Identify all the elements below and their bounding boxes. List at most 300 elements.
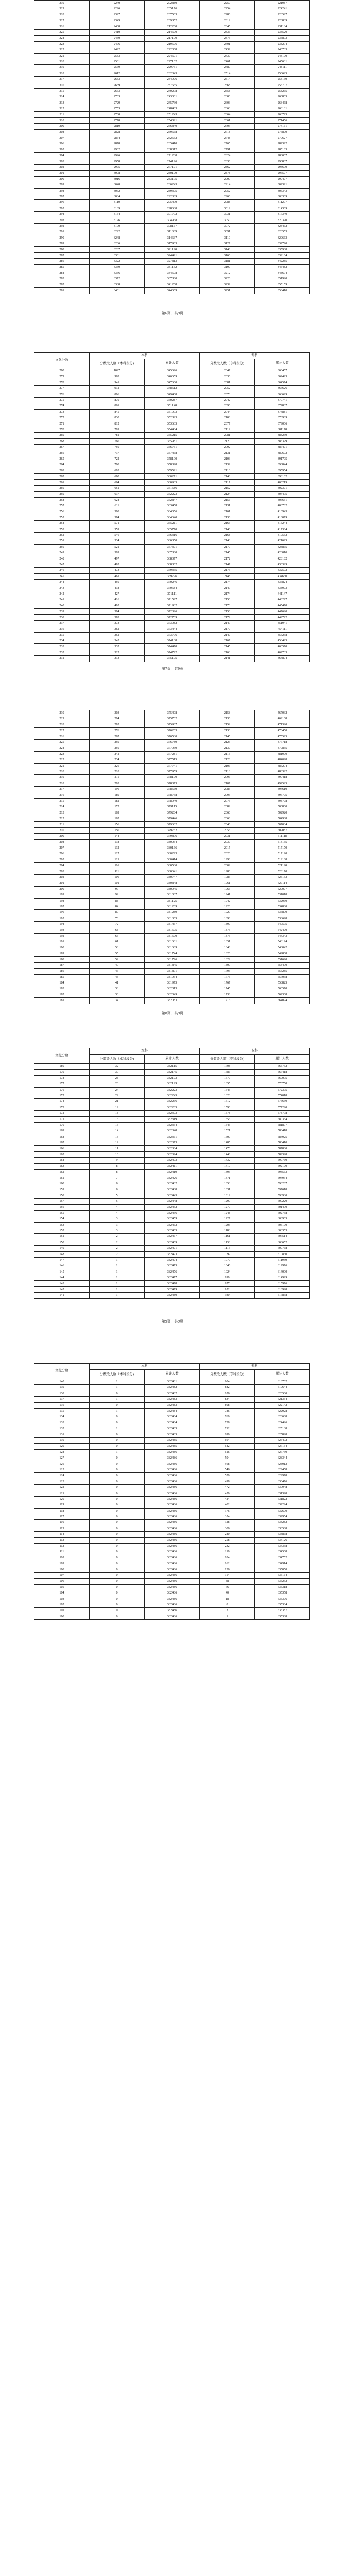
- cell-undergrad-cumulative: 377281: [145, 751, 200, 757]
- cell-undergrad-count: 0: [90, 1602, 145, 1607]
- table-row: [34, 1479, 310, 1484]
- cell-vocational-cumulative: 486204: [255, 763, 310, 769]
- cell-score: 156: [34, 1205, 90, 1210]
- cell-vocational-cumulative: 445470: [255, 603, 310, 608]
- cell-undergrad-count: 941: [90, 380, 145, 385]
- cell-score: 144: [34, 1275, 90, 1281]
- score-table: [34, 1363, 310, 1620]
- table-row: [34, 1128, 310, 1134]
- cell-undergrad-cumulative: 283195: [145, 176, 200, 182]
- cell-vocational-cumulative: 260865: [255, 94, 310, 100]
- cell-score: 300: [34, 176, 90, 182]
- table-row: [34, 65, 310, 71]
- cell-vocational-cumulative: 498778: [255, 798, 310, 804]
- table-row: [34, 1105, 310, 1110]
- cell-vocational-cumulative: 551690: [255, 957, 310, 962]
- cell-vocational-cumulative: 477718: [255, 739, 310, 745]
- table-row: [34, 1602, 310, 1607]
- table-row: [34, 235, 310, 241]
- header-vocational: 专科: [200, 1364, 310, 1370]
- cell-vocational-count: 2373: [200, 36, 255, 41]
- cell-undergrad-cumulative: 205176: [145, 6, 200, 12]
- cell-score: 126: [34, 1461, 90, 1467]
- cell-vocational-cumulative: 339104: [255, 252, 310, 258]
- cell-vocational-count: 354: [200, 1514, 255, 1519]
- cell-vocational-count: 1116: [200, 1246, 255, 1251]
- cell-undergrad-count: 41: [90, 980, 145, 986]
- cell-score: 254: [34, 521, 90, 527]
- cell-vocational-cumulative: 602738: [255, 1210, 310, 1216]
- cell-score: 170: [34, 1122, 90, 1128]
- cell-vocational-cumulative: 226527: [255, 12, 310, 18]
- cell-vocational-cumulative: 614999: [255, 1275, 310, 1281]
- table-row: [34, 129, 310, 135]
- cell-undergrad-cumulative: 382478: [145, 1281, 200, 1286]
- cell-undergrad-cumulative: 363458: [145, 503, 200, 509]
- cell-vocational-count: 1623: [200, 1093, 255, 1098]
- cell-undergrad-cumulative: 371111: [145, 591, 200, 597]
- cell-undergrad-cumulative: 265410: [145, 141, 200, 147]
- cell-undergrad-cumulative: 347600: [145, 380, 200, 385]
- cell-vocational-count: 40: [200, 1590, 255, 1596]
- table-row: [34, 609, 310, 615]
- cell-undergrad-cumulative: 365211: [145, 521, 200, 527]
- table-row: [34, 945, 310, 951]
- cell-vocational-count: 2862: [200, 164, 255, 170]
- table-row: [34, 1146, 310, 1151]
- table-row: [34, 438, 310, 444]
- cell-undergrad-count: 65: [90, 933, 145, 939]
- cell-vocational-count: 2120: [200, 438, 255, 444]
- cell-undergrad-count: 0: [90, 1572, 145, 1578]
- cell-vocational-count: 882: [200, 1385, 255, 1391]
- cell-vocational-cumulative: 617858: [255, 1293, 310, 1298]
- cell-undergrad-count: 4: [90, 1210, 145, 1216]
- score-table: [34, 710, 310, 1004]
- cell-undergrad-count: 1027: [90, 368, 145, 374]
- cell-vocational-cumulative: 238294: [255, 41, 310, 47]
- cell-score: 248: [34, 556, 90, 562]
- cell-undergrad-cumulative: 371932: [145, 603, 200, 608]
- cell-vocational-count: 1822: [200, 957, 255, 962]
- cell-undergrad-count: 2663: [90, 88, 145, 94]
- cell-undergrad-cumulative: 240298: [145, 88, 200, 94]
- cell-score: 264: [34, 462, 90, 468]
- cell-undergrad-cumulative: 382465: [145, 1228, 200, 1233]
- cell-score: 183: [34, 986, 90, 992]
- cell-vocational-count: 450: [200, 1490, 255, 1496]
- cell-score: 188: [34, 957, 90, 962]
- cell-vocational-count: 2900: [200, 176, 255, 182]
- cell-vocational-count: 2174: [200, 580, 255, 585]
- cell-undergrad-count: 3339: [90, 264, 145, 270]
- table-row: [34, 24, 310, 29]
- table-row: [34, 922, 310, 927]
- table-row: [34, 568, 310, 573]
- cell-vocational-count: 977: [200, 1281, 255, 1286]
- cell-undergrad-cumulative: 354434: [145, 427, 200, 432]
- cell-undergrad-cumulative: 254021: [145, 117, 200, 123]
- cell-score: 202: [34, 874, 90, 880]
- cell-vocational-count: 1941: [200, 892, 255, 898]
- cell-vocational-count: 1826: [200, 951, 255, 957]
- cell-score: 101: [34, 1608, 90, 1614]
- page-footer: 第6页，共9页: [162, 311, 183, 315]
- cell-vocational-count: 1556: [200, 1116, 255, 1122]
- cell-undergrad-cumulative: 271238: [145, 153, 200, 159]
- cell-vocational-count: 1851: [200, 939, 255, 945]
- cell-undergrad-count: 6: [90, 1181, 145, 1187]
- cell-undergrad-count: 106: [90, 874, 145, 880]
- cell-vocational-count: 952: [200, 1286, 255, 1292]
- cell-undergrad-cumulative: 382373: [145, 1140, 200, 1146]
- table-row: [34, 1473, 310, 1479]
- cell-score: 128: [34, 1449, 90, 1455]
- cell-undergrad-count: 0: [90, 1455, 145, 1461]
- cell-score: 285: [34, 264, 90, 270]
- cell-score: 290: [34, 235, 90, 241]
- cell-undergrad-cumulative: 381289: [145, 910, 200, 916]
- table-row: [34, 223, 310, 229]
- cell-score: 276: [34, 392, 90, 397]
- cell-undergrad-count: 211: [90, 775, 145, 781]
- cell-vocational-count: 2830: [200, 159, 255, 164]
- header-cumulative-vocational: 累计人数: [255, 1055, 310, 1064]
- cell-vocational-cumulative: 603965: [255, 1216, 310, 1222]
- cell-score: 218: [34, 781, 90, 786]
- cell-vocational-count: 2168: [200, 532, 255, 538]
- cell-undergrad-cumulative: 367371: [145, 544, 200, 550]
- cell-undergrad-cumulative: 382483: [145, 1397, 200, 1402]
- cell-score: 233: [34, 644, 90, 650]
- cell-vocational-cumulative: 494610: [255, 787, 310, 792]
- cell-score: 256: [34, 509, 90, 515]
- cell-score: 160: [34, 1181, 90, 1187]
- cell-vocational-cumulative: 274161: [255, 124, 310, 129]
- cell-undergrad-cumulative: 378373: [145, 781, 200, 786]
- cell-score: 319: [34, 65, 90, 71]
- cell-vocational-cumulative: 317340: [255, 212, 310, 217]
- cell-vocational-count: 2136: [200, 515, 255, 520]
- cell-vocational-count: 2514: [200, 71, 255, 76]
- cell-vocational-count: 2145: [200, 734, 255, 739]
- cell-vocational-cumulative: 608652: [255, 1240, 310, 1245]
- cell-vocational-cumulative: 532960: [255, 898, 310, 904]
- cell-score: 213: [34, 810, 90, 816]
- cell-vocational-cumulative: 635318: [255, 1584, 310, 1590]
- cell-undergrad-cumulative: 380414: [145, 857, 200, 862]
- cell-undergrad-count: 294: [90, 716, 145, 722]
- cell-undergrad-count: 322: [90, 650, 145, 655]
- table-row: [34, 147, 310, 152]
- table-row: [34, 845, 310, 851]
- cell-vocational-cumulative: 581897: [255, 1122, 310, 1128]
- cell-undergrad-cumulative: 321190: [145, 247, 200, 252]
- cell-vocational-cumulative: 358410: [255, 288, 310, 294]
- cell-score: 200: [34, 886, 90, 892]
- cell-undergrad-count: 0: [90, 1614, 145, 1619]
- table-row: [34, 492, 310, 497]
- cell-undergrad-cumulative: 367880: [145, 550, 200, 556]
- table-row: [34, 580, 310, 585]
- cell-vocational-count: 280: [200, 1532, 255, 1537]
- cell-vocational-cumulative: 626492: [255, 1437, 310, 1443]
- cell-undergrad-count: 2819: [90, 124, 145, 129]
- cell-undergrad-cumulative: 352823: [145, 415, 200, 421]
- cell-score: 267: [34, 445, 90, 450]
- cell-undergrad-count: 383: [90, 615, 145, 620]
- cell-score: 309: [34, 124, 90, 129]
- cell-undergrad-count: 3008: [90, 171, 145, 176]
- cell-score: 308: [34, 129, 90, 135]
- cell-undergrad-cumulative: 382486: [145, 1555, 200, 1561]
- cell-vocational-cumulative: 293699: [255, 164, 310, 170]
- cell-vocational-count: 88: [200, 1579, 255, 1584]
- cell-undergrad-count: 0: [90, 1590, 145, 1596]
- cell-undergrad-count: 26: [90, 1081, 145, 1087]
- cell-vocational-cumulative: 432502: [255, 568, 310, 573]
- cell-undergrad-count: 14: [90, 1128, 145, 1134]
- cell-score: 114: [34, 1532, 90, 1537]
- cell-vocational-cumulative: 389602: [255, 450, 310, 456]
- cell-undergrad-count: 0: [90, 1537, 145, 1543]
- table-row: [34, 36, 310, 41]
- cell-vocational-cumulative: 413079: [255, 515, 310, 520]
- cell-undergrad-count: 1: [90, 1379, 145, 1385]
- cell-undergrad-cumulative: 377741: [145, 763, 200, 769]
- table-row: [34, 527, 310, 532]
- table-row: [34, 751, 310, 757]
- cell-vocational-cumulative: 496705: [255, 792, 310, 798]
- cell-vocational-cumulative: 421695: [255, 538, 310, 544]
- cell-score: 206: [34, 851, 90, 857]
- cell-score: 220: [34, 769, 90, 774]
- cell-vocational-cumulative: 379066: [255, 421, 310, 427]
- header-cumulative-undergrad: 累计人数: [145, 359, 200, 368]
- table-row: [34, 798, 310, 804]
- cell-score: 326: [34, 24, 90, 29]
- cell-score: 227: [34, 728, 90, 734]
- cell-vocational-cumulative: 479855: [255, 745, 310, 751]
- cell-vocational-cumulative: 419552: [255, 532, 310, 538]
- cell-vocational-cumulative: 631822: [255, 1496, 310, 1502]
- cell-vocational-count: 2110: [200, 468, 255, 473]
- table-row: [34, 1590, 310, 1596]
- cell-undergrad-count: 2703: [90, 94, 145, 100]
- cell-vocational-count: 2437: [200, 53, 255, 59]
- cell-vocational-cumulative: 615976: [255, 1281, 310, 1286]
- cell-vocational-cumulative: 577220: [255, 1105, 310, 1110]
- cell-score: 135: [34, 1408, 90, 1414]
- table-row: [34, 1087, 310, 1093]
- cell-vocational-count: 2073: [200, 798, 255, 804]
- table-row: [34, 769, 310, 774]
- cell-score: 121: [34, 1490, 90, 1496]
- cell-undergrad-count: 342: [90, 638, 145, 643]
- cell-vocational-count: 2148: [200, 474, 255, 480]
- cell-undergrad-count: 1: [90, 1408, 145, 1414]
- table-row: [34, 1246, 310, 1251]
- cell-vocational-count: 2765: [200, 141, 255, 147]
- cell-score: 136: [34, 1402, 90, 1408]
- table-row: [34, 82, 310, 88]
- table-row: [34, 206, 310, 211]
- cell-score: 186: [34, 969, 90, 974]
- cell-undergrad-cumulative: 374792: [145, 650, 200, 655]
- cell-score: 280: [34, 368, 90, 374]
- table-row: [34, 1240, 310, 1245]
- header-cumulative-undergrad: 累计人数: [145, 1370, 200, 1379]
- cell-vocational-count: 2077: [200, 421, 255, 427]
- cell-undergrad-cumulative: 382452: [145, 1205, 200, 1210]
- cell-vocational-cumulative: 430329: [255, 562, 310, 567]
- cell-vocational-cumulative: 402371: [255, 485, 310, 491]
- cell-undergrad-cumulative: 379284: [145, 810, 200, 816]
- cell-vocational-cumulative: 565732: [255, 1064, 310, 1070]
- document-page: [0, 1030, 345, 1346]
- cell-undergrad-cumulative: 382303: [145, 1111, 200, 1116]
- table-row: [34, 1561, 310, 1567]
- cell-vocational-cumulative: 572395: [255, 1087, 310, 1093]
- cell-undergrad-count: 3266: [90, 241, 145, 247]
- table-row: [34, 728, 310, 734]
- document-page: [0, 0, 345, 334]
- cell-vocational-count: 162: [200, 1561, 255, 1567]
- cell-undergrad-count: 1: [90, 1449, 145, 1455]
- cell-vocational-count: 808: [200, 1402, 255, 1408]
- table-row: [34, 874, 310, 880]
- cell-undergrad-cumulative: 382456: [145, 1210, 200, 1216]
- cell-score: 138: [34, 1391, 90, 1396]
- cell-undergrad-cumulative: 382484: [145, 1420, 200, 1426]
- table-row: [34, 12, 310, 18]
- cell-vocational-count: 402: [200, 1502, 255, 1508]
- cell-undergrad-count: 18: [90, 1111, 145, 1116]
- table-row: [34, 1187, 310, 1193]
- cell-undergrad-count: 13: [90, 1134, 145, 1140]
- cell-undergrad-cumulative: 381125: [145, 898, 200, 904]
- cell-vocational-count: 2081: [200, 433, 255, 438]
- table-row: [34, 1508, 310, 1514]
- cell-vocational-cumulative: 348694: [255, 270, 310, 276]
- cell-undergrad-count: 0: [90, 1437, 145, 1443]
- cell-score: 245: [34, 573, 90, 579]
- table-row: [34, 509, 310, 515]
- cell-score: 311: [34, 112, 90, 117]
- cell-undergrad-cumulative: 382083: [145, 998, 200, 1004]
- cell-vocational-cumulative: 623688: [255, 1414, 310, 1420]
- cell-score: 279: [34, 374, 90, 380]
- cell-vocational-count: 2600: [200, 94, 255, 100]
- cell-vocational-count: 904: [200, 1379, 255, 1385]
- cell-undergrad-cumulative: 382486: [145, 1496, 200, 1502]
- cell-vocational-cumulative: 542470: [255, 927, 310, 933]
- cell-undergrad-count: 2659: [90, 82, 145, 88]
- cell-undergrad-cumulative: 380293: [145, 851, 200, 857]
- cell-score: 327: [34, 18, 90, 24]
- table-header: [34, 353, 310, 368]
- cell-undergrad-cumulative: 382145: [145, 1070, 200, 1075]
- cell-vocational-count: 2286: [200, 12, 255, 18]
- cell-vocational-cumulative: 271456: [255, 117, 310, 123]
- cell-undergrad-cumulative: 350287: [145, 397, 200, 403]
- cell-undergrad-count: 781: [90, 433, 145, 438]
- cell-undergrad-count: 473: [90, 568, 145, 573]
- cell-undergrad-cumulative: 382486: [145, 1526, 200, 1531]
- cell-undergrad-count: 242: [90, 751, 145, 757]
- header-undergrad: 本科: [90, 353, 200, 359]
- table-row: [34, 252, 310, 258]
- cell-vocational-count: 2143: [200, 538, 255, 544]
- cell-undergrad-cumulative: 357468: [145, 450, 200, 456]
- cell-score: 158: [34, 1193, 90, 1198]
- table-header: [34, 1048, 310, 1064]
- cell-score: 164: [34, 1158, 90, 1163]
- cell-undergrad-count: 313: [90, 656, 145, 662]
- cell-vocational-cumulative: 583418: [255, 1128, 310, 1134]
- cell-vocational-count: 2128: [200, 757, 255, 763]
- cell-vocational-count: 1983: [200, 874, 255, 880]
- cell-undergrad-cumulative: 372709: [145, 615, 200, 620]
- cell-undergrad-count: 52: [90, 957, 145, 962]
- table-header: [34, 1364, 310, 1379]
- cell-undergrad-cumulative: 382486: [145, 1608, 200, 1614]
- cell-undergrad-count: 121: [90, 857, 145, 862]
- cell-undergrad-count: 708: [90, 462, 145, 468]
- cell-undergrad-count: 0: [90, 1514, 145, 1519]
- cell-vocational-cumulative: 311297: [255, 200, 310, 206]
- cell-score: 298: [34, 188, 90, 194]
- cell-score: 231: [34, 656, 90, 662]
- cell-vocational-cumulative: 372837: [255, 403, 310, 409]
- cell-score: 198: [34, 898, 90, 904]
- cell-vocational-cumulative: 635388: [255, 1614, 310, 1619]
- cell-vocational-count: 1942: [200, 898, 255, 904]
- table-row: [34, 1485, 310, 1490]
- cell-vocational-cumulative: 544343: [255, 933, 310, 939]
- cell-score: 149: [34, 1246, 90, 1251]
- cell-vocational-count: 114: [200, 1572, 255, 1578]
- cell-vocational-cumulative: 385379: [255, 438, 310, 444]
- cell-undergrad-count: 3016: [90, 176, 145, 182]
- table-row: [34, 644, 310, 650]
- table-row: [34, 515, 310, 520]
- cell-score: 102: [34, 1602, 90, 1607]
- cell-score: 259: [34, 492, 90, 497]
- table-row: [34, 1420, 310, 1426]
- cell-undergrad-count: 0: [90, 1414, 145, 1420]
- cell-undergrad-cumulative: 277171: [145, 164, 200, 170]
- cell-score: 307: [34, 135, 90, 141]
- cell-vocational-cumulative: 521190: [255, 863, 310, 869]
- cell-vocational-count: 2139: [200, 462, 255, 468]
- cell-undergrad-count: 0: [90, 1584, 145, 1590]
- cell-vocational-count: 2108: [200, 415, 255, 421]
- cell-undergrad-count: 611: [90, 503, 145, 509]
- cell-vocational-count: 2047: [200, 368, 255, 374]
- cell-vocational-cumulative: 364574: [255, 380, 310, 385]
- cell-undergrad-cumulative: 379602: [145, 822, 200, 827]
- cell-score: 132: [34, 1426, 90, 1432]
- cell-vocational-cumulative: 564024: [255, 998, 310, 1004]
- cell-undergrad-cumulative: 370684: [145, 585, 200, 591]
- cell-undergrad-count: 2975: [90, 164, 145, 170]
- cell-vocational-count: 498: [200, 1479, 255, 1484]
- cell-score: 155: [34, 1210, 90, 1216]
- cell-vocational-cumulative: 525153: [255, 874, 310, 880]
- cell-vocational-cumulative: 632600: [255, 1508, 310, 1514]
- cell-vocational-count: 2254: [200, 6, 255, 12]
